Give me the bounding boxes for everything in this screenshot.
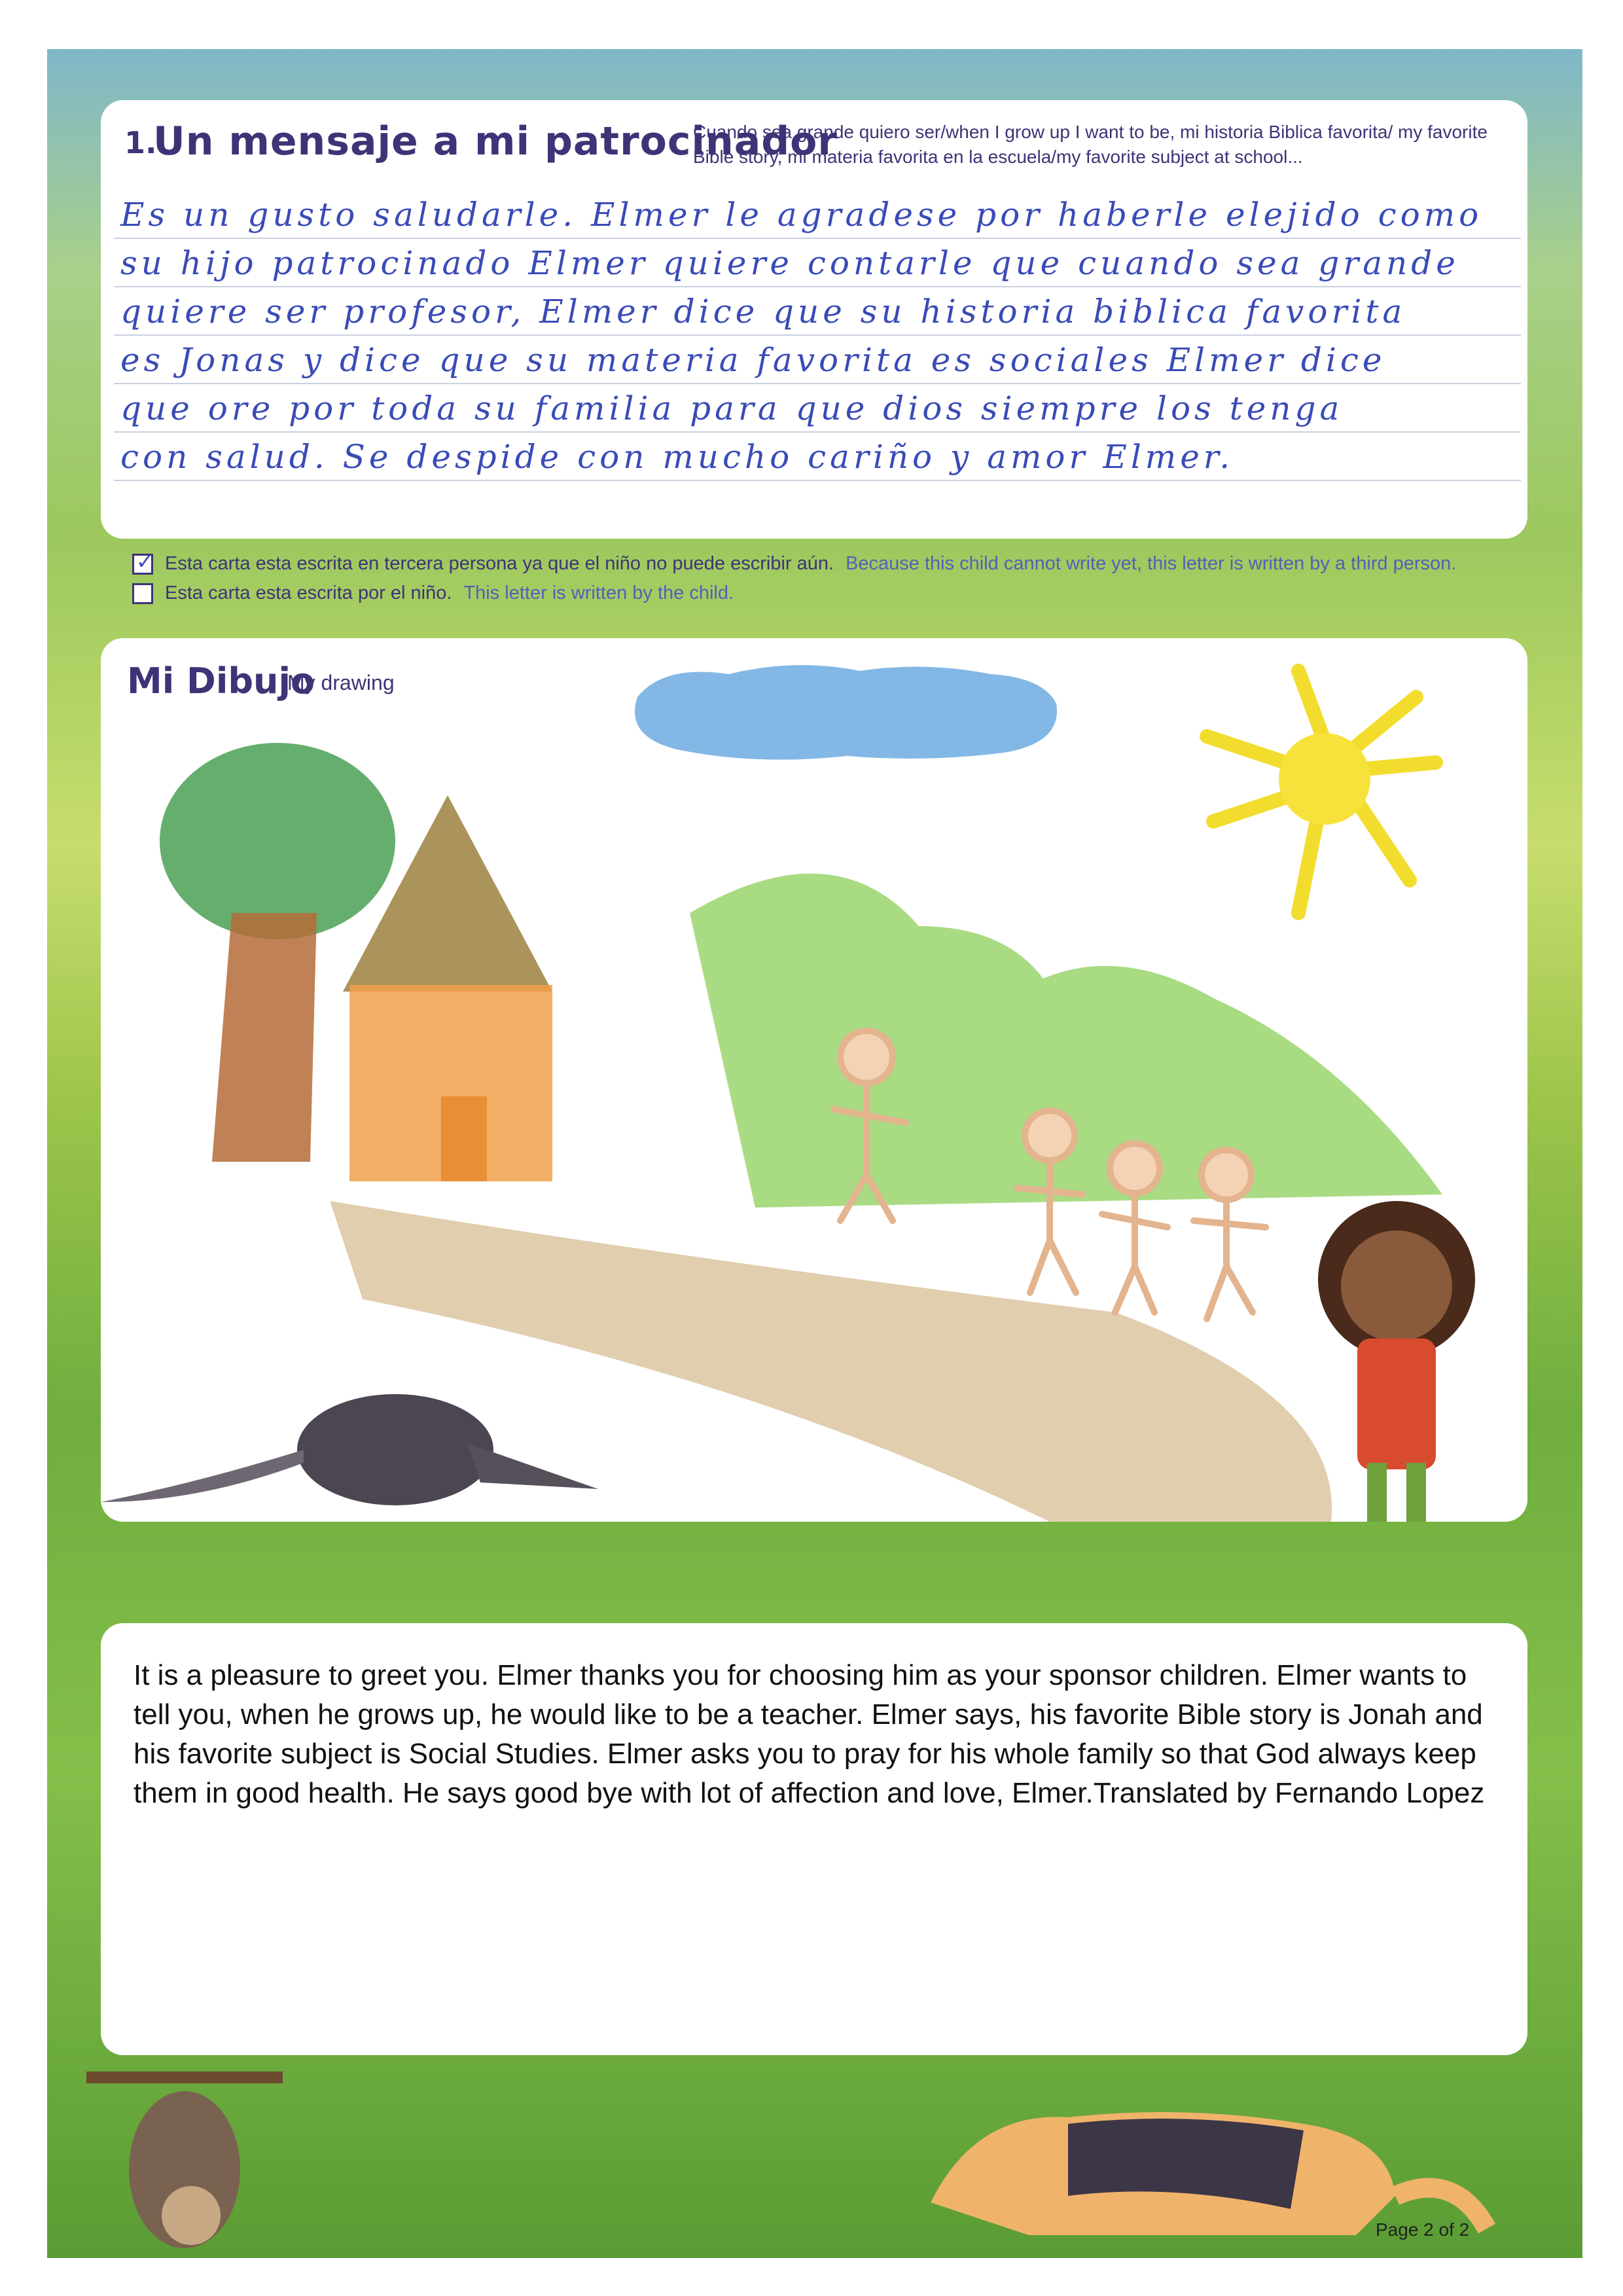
handwritten-line: su hijo patrocinado Elmer quiere contarle que cuando sea grande	[114, 240, 1521, 287]
section-title: Un mensaje a mi patrocinador	[153, 118, 838, 164]
drawing-title: Mi Dibujo	[127, 660, 315, 702]
translation-panel	[101, 1623, 1527, 2055]
house-door-drawing	[441, 1096, 487, 1181]
tree-crown-drawing	[160, 743, 395, 939]
child-drawing	[101, 638, 1527, 1522]
anteater-illustration	[931, 2112, 1487, 2235]
checkbox-label-en: This letter is written by the child.	[463, 583, 734, 603]
drawing-panel	[101, 638, 1527, 1522]
handwritten-message	[114, 192, 1521, 482]
armadillo-illustration	[101, 1394, 598, 1505]
cloud-drawing	[635, 665, 1057, 760]
handwritten-line: Es un gusto saludarle. Elmer le agradese por haberle elejido como	[114, 192, 1521, 239]
page-number: Page 2 of 2	[1376, 2219, 1470, 2240]
handwritten-line: quiere ser profesor, Elmer dice que su historia biblica favorita	[114, 289, 1521, 336]
tree-trunk-drawing	[212, 913, 317, 1162]
bottom-illustration	[47, 2065, 1582, 2258]
handwritten-line: con salud. Se despide con mucho cariño y amor Elmer.	[114, 434, 1521, 481]
section-number: 1.	[124, 125, 157, 160]
checkbox-label-en: Because this child cannot write yet, this letter is written by a third person.	[846, 553, 1457, 574]
section-subtitle: Cuando sea grande quiero ser/when I grow up I want to be, mi historia Biblica favorita/ my favorite Bible story, mi materia favorita en la escuela/my favorite subject at school...	[693, 122, 1488, 167]
handwritten-line: es Jonas y dice que su materia favorita es sociales Elmer dice	[114, 337, 1521, 384]
sun-drawing	[1207, 671, 1436, 913]
checkbox-checked[interactable]	[132, 554, 153, 575]
third-person-checkbox-row[interactable]	[132, 553, 1456, 575]
drawing-subtitle: My drawing	[287, 671, 395, 694]
letter-sheet	[47, 49, 1582, 2258]
sloth-illustration	[86, 2072, 283, 2248]
child-written-checkbox-row[interactable]	[132, 583, 734, 604]
checkbox-unchecked[interactable]	[132, 583, 153, 604]
girl-character-illustration	[1318, 1201, 1475, 1522]
translation-text: It is a pleasure to greet you. Elmer thanks you for choosing him as your sponsor children. Elmer wants to tell you, when he grows up, he would like to be a teacher. Elmer says, his favorite Bible story is Jonah and his favorite subject is Social Studies. Elmer asks you to pray for his whole family so that God always keep them in good health. He says good bye with lot of affection and love, Elmer.Translated by Fernando Lopez	[134, 1659, 1485, 1809]
handwritten-line: que ore por toda su familia para que dios siempre los tenga	[114, 386, 1521, 433]
sponsor-message-panel	[101, 100, 1527, 539]
checkbox-label-es: Esta carta esta escrita en tercera persona ya que el niño no puede escribir aún.	[165, 553, 834, 574]
checkbox-label-es: Esta carta esta escrita por el niño.	[165, 583, 452, 603]
